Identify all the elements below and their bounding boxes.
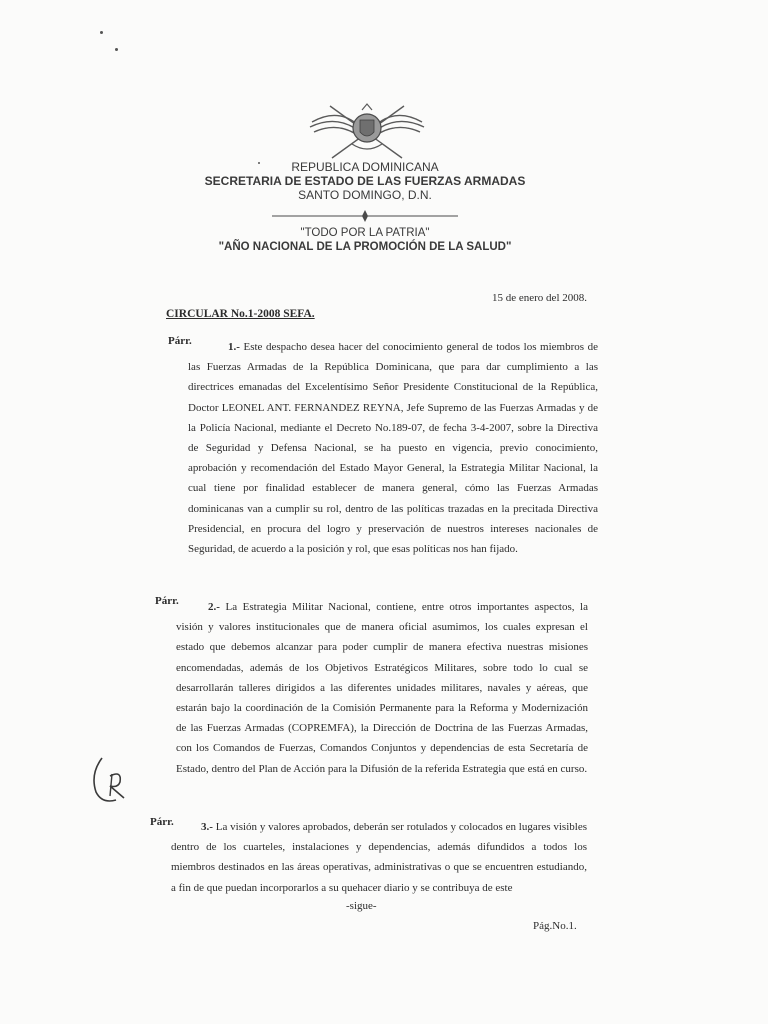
paragraph-1-text: Este despacho desea hacer del conocimiento general de todos los miembros de las Fuerzas Armadas de la República Dominicana, que para dar cumplimiento a las directrices emanadas del Excelentísimo Señor Presidente Constitucional de la República, Doctor LEONEL ANT. FERNANDEZ REYNA, Jefe Supremo de las Fuerzas Armadas y de la Policía Nacional, mediante el Decreto No.189-07, de fecha 3-4-2007, sobre la Directiva de Seguridad y Defensa Nacional, se ha puesto en vigencia, previo conocimiento, aprobación y recomendación del Estado Mayor General, la Estrategia Militar Nacional, la cual tiene por finalidad establecer de manera general, cómo las Fuerzas Armadas dominicanas van a cumplir su rol, dentro de las políticas trazadas en la precitada Directiva Presidencial, en procura del logro y preservación de nuestros intereses nacionales de Seguridad, de acuerdo a la posición y rol, que esas políticas nos han fijado. — [188, 341, 599, 556]
paragraph-1-number: 1.- — [228, 341, 240, 353]
letterhead-city: SANTO DOMINGO, D.N. — [298, 188, 432, 202]
letterhead-country: REPUBLICA DOMINICANA — [291, 160, 439, 174]
paragraph-3-number: 3.- — [201, 821, 213, 833]
paragraph-2-text: La Estrategia Militar Nacional, contiene, entre otros importantes aspectos, la visión y valores institucionales que de manera oficial asumimos, los cuales expresan el estado que debemos alcanzar para poder cumplir de manera efectiva nuestras misiones encomendadas, además de los Objetivos Estratégicos Militares, sobre todo lo cual se desarrollarán talleres dirigidos a las diferentes unidades militares, navales y aéreas, que estarán bajo la coordinación de la Comisión Permanente para la Reforma y Modernización de las Fuerzas Armadas (COPREMFA), la Dirección de Doctrina de las Fuerzas Armadas, con los Comandos de Fuerzas, Comandos Conjuntos y dependencias de esta Secretaría de Estado, dentro del Plan de Acción para la Difusión de la referida Estrategia que está en curso. — [176, 601, 588, 775]
continuation-mark: -sigue- — [346, 900, 377, 912]
letterhead — [200, 160, 530, 202]
paragraph-3 — [171, 817, 587, 898]
coat-of-arms-icon — [302, 100, 432, 164]
paragraph-3-text: La visión y valores aprobados, deberán ser rotulados y colocados en lugares visibles dentro de los cuarteles, instalaciones y dependencias, además difundidos a todos los miembros destinados en las áreas operativas, administrativas o que se encuentren estudiando, a fin de que puedan incorporarlos a su quehacer diario y se contribuya de este — [171, 821, 587, 894]
motto-line-1: "TODO POR LA PATRIA" — [300, 227, 430, 239]
motto — [215, 226, 515, 254]
paragraph-1 — [188, 337, 598, 559]
paragraph-2-label: Párr. — [155, 595, 179, 607]
paragraph-2 — [176, 597, 588, 779]
handwritten-initials-icon — [88, 752, 138, 808]
letterhead-ministry: SECRETARIA DE ESTADO DE LAS FUERZAS ARMADAS — [204, 174, 526, 188]
page-number: Pág.No.1. — [533, 920, 577, 932]
scan-speck — [115, 48, 118, 51]
motto-line-2: "AÑO NACIONAL DE LA PROMOCIÓN DE LA SALUD" — [218, 241, 512, 253]
circular-title: CIRCULAR No.1-2008 SEFA. — [166, 308, 315, 320]
paragraph-1-label: Párr. — [168, 335, 192, 347]
paragraph-3-label: Párr. — [150, 816, 174, 828]
divider-ornament-icon — [272, 210, 458, 222]
document-date: 15 de enero del 2008. — [492, 292, 587, 304]
paragraph-2-number: 2.- — [208, 601, 220, 613]
scan-speck — [100, 31, 103, 34]
